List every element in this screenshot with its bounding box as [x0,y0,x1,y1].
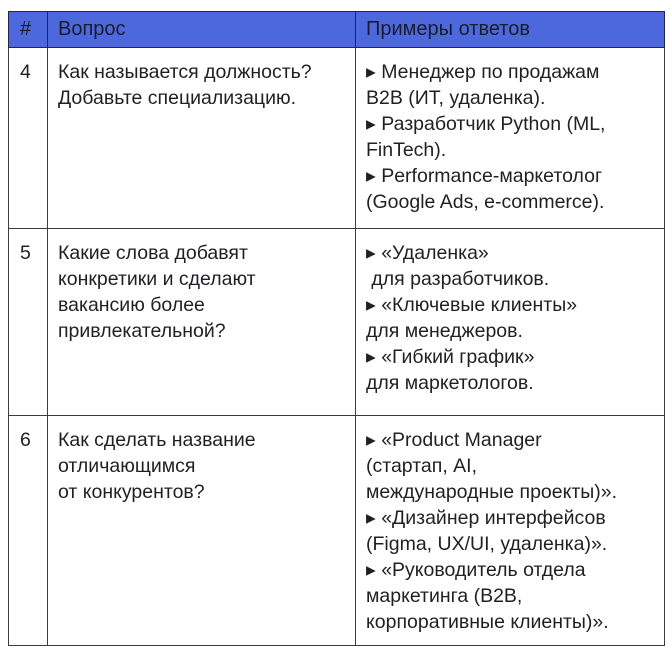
text-line: Добавьте специализацию. [58,87,297,109]
text-line: ▸ «Дизайнер интерфейсов [366,507,606,529]
answers-cell [356,416,665,646]
text-line: для маркетологов. [366,372,534,394]
text-line: ▸ Performance-маркетолог [366,165,603,187]
text-line: ▸ «Product Manager [366,429,542,451]
text-line: Как сделать название [58,429,256,451]
text-line: корпоративные клиенты)». [366,611,609,633]
text-line: привлекательной? [58,320,226,342]
text-line: (стартап, AI, [366,455,478,477]
text-line: Как называется должность? [58,61,312,83]
text-line: (Figma, UX/UI, удаленка)». [366,533,608,555]
text-line: (Google Ads, e-commerce). [366,191,605,213]
text-line: ▸ Разработчик Python (ML, [366,113,606,135]
row-number: 4 [9,48,48,229]
header-cell-question: Вопрос [48,12,356,48]
text-line: для разработчиков. [366,268,550,290]
answers-cell [356,229,665,416]
table-row [9,416,665,646]
header-row [9,12,665,48]
table-row [9,229,665,416]
text-line: Какие слова добавят [58,242,248,264]
text-line: международные проекты)». [366,481,618,503]
qa-table [8,11,665,646]
text-line: вакансию более [58,294,205,316]
text-line: для менеджеров. [366,320,523,342]
text-line: FinTech). [366,139,447,161]
text-line: B2B (ИТ, удаленка). [366,87,546,109]
text-line: ▸ «Гибкий график» [366,346,535,368]
row-number: 5 [9,229,48,416]
header-cell-number: # [9,12,48,48]
question-cell [48,48,356,229]
text-line: отличающимся [58,455,196,477]
answers-cell [356,48,665,229]
text-line: маркетинга (B2B, [366,585,523,607]
text-line: ▸ «Удаленка» [366,242,489,264]
text-line: от конкурентов? [58,481,205,503]
text-line: ▸ Менеджер по продажам [366,61,600,83]
row-number: 6 [9,416,48,646]
text-line: конкретики и сделают [58,268,256,290]
table-row [9,48,665,229]
question-cell [48,416,356,646]
header-cell-answers: Примеры ответов [356,12,665,48]
text-line: ▸ «Ключевые клиенты» [366,294,578,316]
text-line: ▸ «Руководитель отдела [366,559,586,581]
question-cell [48,229,356,416]
